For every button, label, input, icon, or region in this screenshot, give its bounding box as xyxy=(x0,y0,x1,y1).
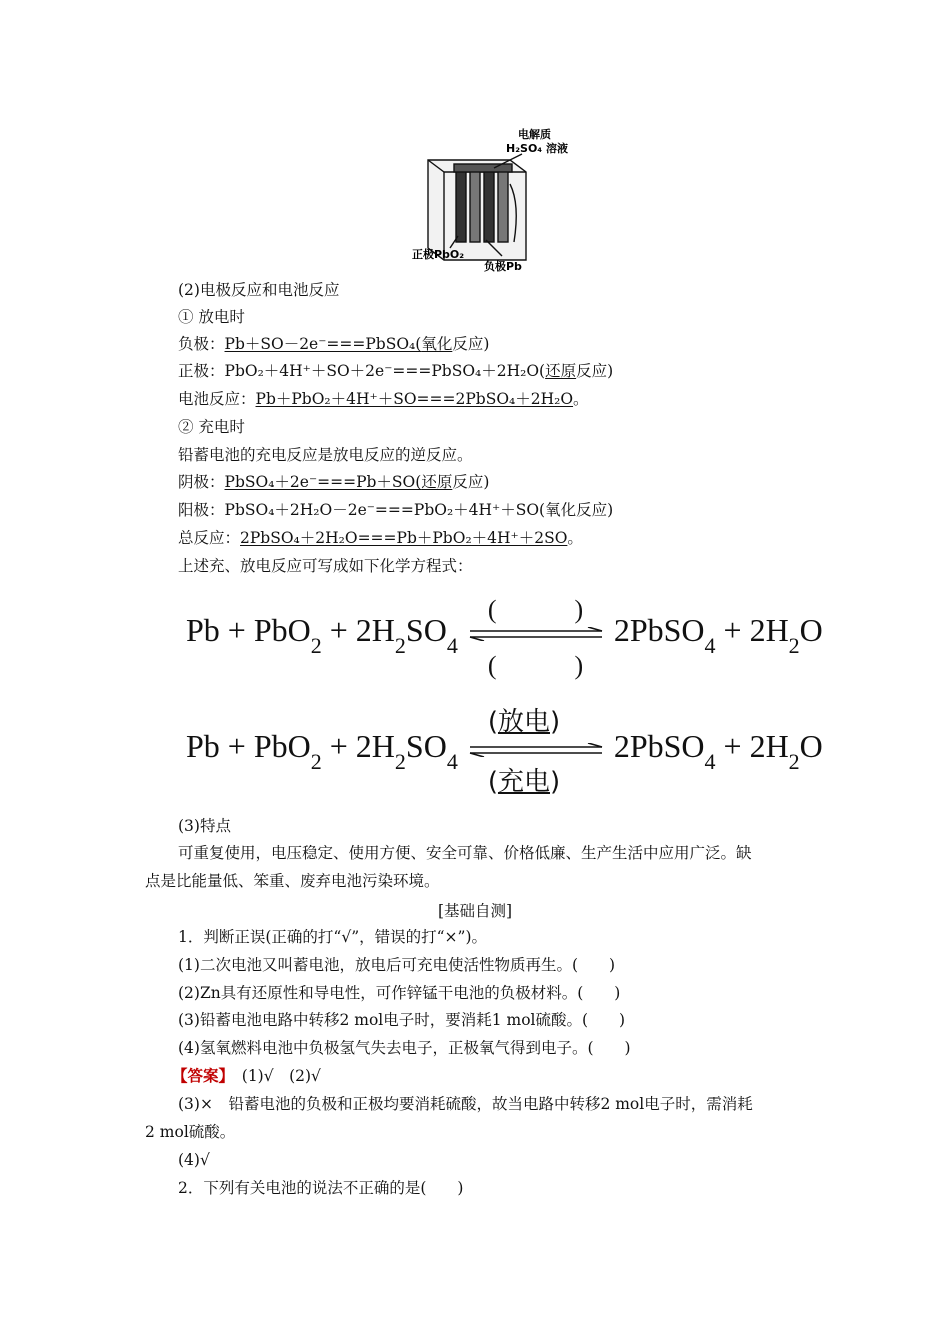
section-3-title: (3)特点 xyxy=(178,817,231,835)
negative-electrode-line: 负极：Pb＋SO－2e⁻===PbSO₄(氧化反应) xyxy=(178,335,490,353)
self-test-heading: [基础自测] xyxy=(437,902,513,920)
negative-electrode-label: 负极Pb xyxy=(484,260,522,273)
features-text-2: 点是比能量低、笨重、废弃电池污染环境。 xyxy=(145,872,440,890)
reversible-arrow-icon xyxy=(466,743,606,757)
lead-acid-battery-figure xyxy=(410,124,590,274)
question-1-4: (4)氢氧燃料电池中负极氢气失去电子，正极氧气得到电子。( ) xyxy=(178,1039,631,1057)
answer-3b: 2 mol硫酸。 xyxy=(145,1123,236,1141)
solution-label: H₂SO₄ 溶液 xyxy=(506,142,568,155)
equation-filled: $Pb + PbO_2 + 2H_2SO_4$ (放电) (充电) 2PbSO$_4$ + $2H_2O$ xyxy=(186,728,823,765)
cell-reaction-line: 电池反应：Pb＋PbO₂＋4H⁺＋SO===2PbSO₄＋2H₂O。 xyxy=(178,390,589,408)
question-1-3: (3)铅蓄电池电路中转移2 mol电子时，要消耗1 mol硫酸。( ) xyxy=(178,1011,626,1029)
answer-4: (4)√ xyxy=(178,1151,210,1169)
total-reaction-line: 总反应：2PbSO₄＋2H₂O===Pb＋PbO₂＋4H⁺＋2SO。 xyxy=(178,529,583,547)
question-1-2: (2)Zn具有还原性和导电性，可作锌锰干电池的负极材料。( ) xyxy=(178,984,621,1002)
discharge-heading: ① 放电时 xyxy=(178,308,245,326)
eq2-bottom-condition: (充电) xyxy=(487,766,561,797)
electrolyte-label: 电解质 xyxy=(518,128,551,141)
eq1-bottom-condition: ( ) xyxy=(487,650,584,680)
cathode-line: 阴极：PbSO₄＋2e⁻===Pb＋SO(还原反应) xyxy=(178,473,490,491)
equation-blank: $Pb + PbO_2 + 2H_2SO_4$ ( ) ( ) 2PbSO$_4$ + $2H_2O$ xyxy=(186,612,823,649)
answer-line: 【答案】 (1)√ (2)√ xyxy=(172,1066,321,1085)
features-text-1: 可重复使用，电压稳定、使用方便、安全可靠、价格低廉、生产生活中应用广泛。缺 xyxy=(178,844,752,862)
positive-electrode-label: 正极PbO₂ xyxy=(412,248,465,261)
question-1-1: (1)二次电池又叫蓄电池，放电后可充电使活性物质再生。( ) xyxy=(178,956,616,974)
answer-label: 【答案】 xyxy=(172,1066,227,1085)
summary-line: 上述充、放电反应可写成如下化学方程式： xyxy=(178,557,473,575)
question-1: 1．判断正误(正确的打“√”，错误的打“×”)。 xyxy=(178,928,488,946)
anode-line: 阳极：PbSO₄＋2H₂O－2e⁻===PbO₂＋4H⁺＋SO(氧化反应) xyxy=(178,501,614,519)
charge-heading: ② 充电时 xyxy=(178,418,245,436)
eq1-top-condition: ( ) xyxy=(487,594,584,624)
reversible-arrow-icon xyxy=(466,627,606,641)
answer-3a: (3)× 铅蓄电池的负极和正极均要消耗硫酸，故当电路中转移2 mol电子时，需消耗 xyxy=(178,1095,753,1113)
charge-note: 铅蓄电池的充电反应是放电反应的逆反应。 xyxy=(178,446,473,464)
question-2: 2．下列有关电池的说法不正确的是( ) xyxy=(178,1179,464,1197)
eq2-top-condition: (放电) xyxy=(487,706,561,737)
positive-electrode-line: 正极：PbO₂＋4H⁺＋SO＋2e⁻===PbSO₄＋2H₂O(还原反应) xyxy=(178,362,614,380)
section-2-title: (2)电极反应和电池反应 xyxy=(178,281,340,299)
